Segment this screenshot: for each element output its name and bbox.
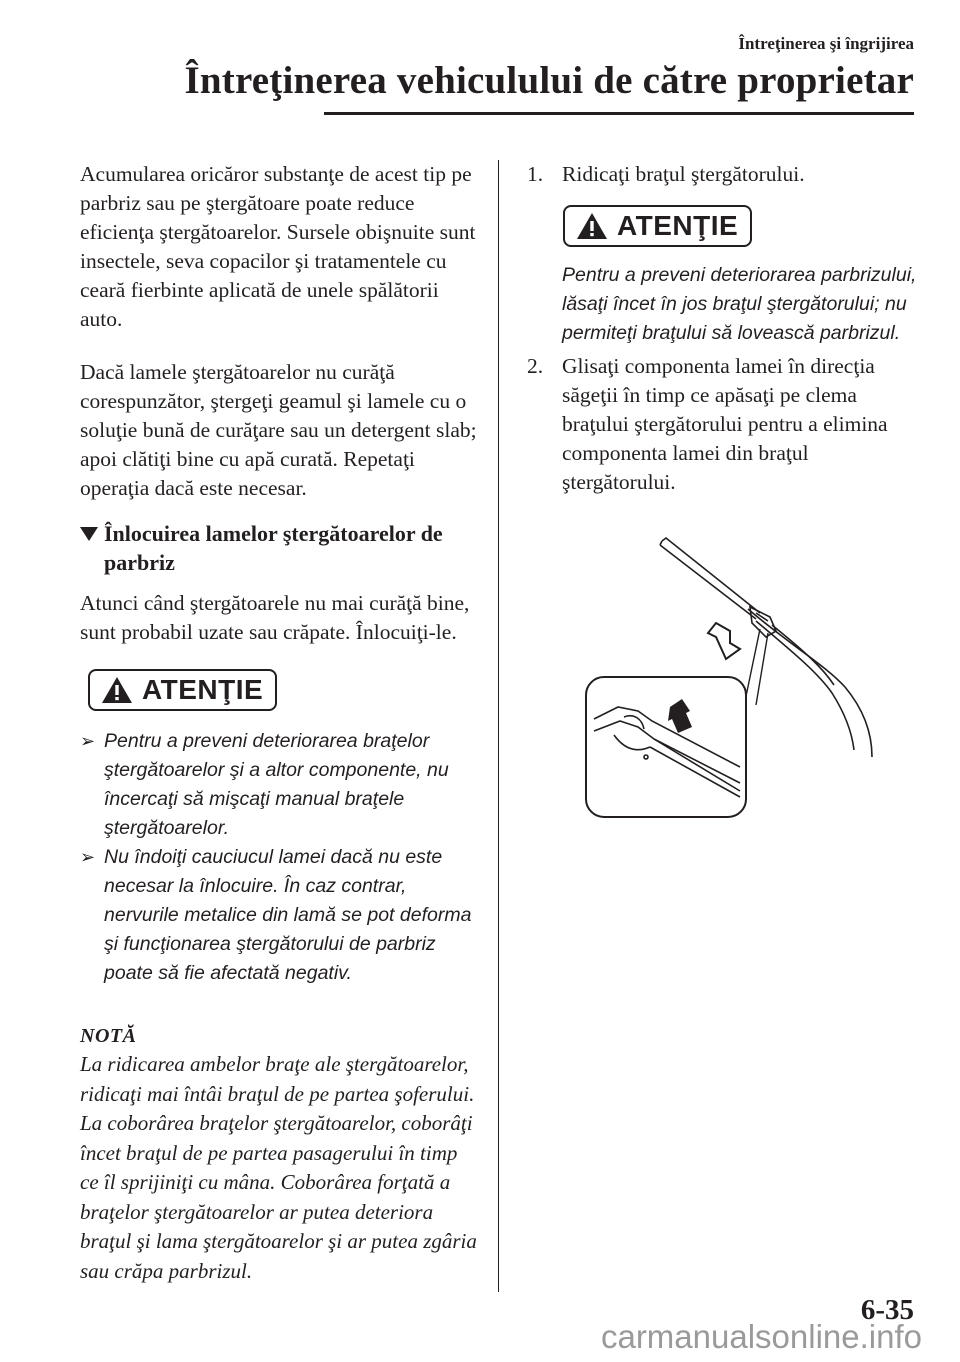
bullet-text: Nu îndoiţi cauciucul lamei dacă nu este necesar la înlocuire. În caz contrar, nervurile metalice din lamă se pot deforma şi funcţionarea ştergătorului de parbriz poate să fie afectată negativ. — [104, 846, 472, 984]
step-1 — [527, 160, 917, 189]
section-title: Înlocuirea lamelor ştergătoarelor de parbriz — [104, 521, 443, 575]
warning-bullet — [80, 843, 480, 988]
warning-label: ATENŢIE — [617, 210, 739, 241]
page-title: Întreţinerea vehiculului de către proprietar — [184, 59, 914, 102]
left-column — [80, 160, 480, 1286]
wiper-blade-illustration — [580, 535, 900, 820]
step-number: 1. — [527, 162, 544, 186]
warning-triangle-icon — [100, 675, 134, 705]
header-rule — [324, 112, 914, 115]
right-column — [527, 160, 917, 497]
warning-triangle-icon — [575, 211, 609, 241]
arrow-bullet-icon: ➢ — [80, 847, 96, 867]
note-text: La ridicarea ambelor braţe ale ştergătoarelor, ridicaţi mai întâi braţul de pe partea şoferului. La coborârea braţelor ştergătoarelor, coborâţi încet braţul de pe partea pasagerului în timp ce îl sprijiniţi cu mâna. Coborârea forţată a braţelor ştergătoarelor ar putea deteriora braţul şi lama ştergătoarelor şi ar putea zgâria sau crăpa parbrizul. — [80, 1052, 477, 1283]
warning-label: ATENŢIE — [142, 674, 264, 705]
warning-box — [563, 205, 752, 247]
step-text: Ridicaţi braţul ştergătorului. — [562, 162, 805, 186]
step-number: 2. — [527, 354, 544, 378]
step-2 — [527, 352, 917, 497]
paragraph-accumulation: Acumularea oricăror substanţe de acest tip pe parbriz sau pe ştergătoare poate reduce eficienţa ştergătoarelor. Sursele obişnuite sunt insectele, seva copacilor şi tratamentele cu ceară fierbinte aplicată de unele spălătorii auto. — [80, 162, 476, 331]
arrow-bullet-icon: ➢ — [80, 731, 96, 751]
page-number: 6-35 — [860, 1294, 914, 1326]
warning-box — [88, 669, 277, 711]
running-header-section: Întreţinerea şi îngrijirea — [738, 34, 914, 53]
warning-bullet — [80, 727, 480, 843]
section-heading — [80, 519, 480, 577]
bullet-text: Pentru a preveni deteriorarea braţelor ştergătoarelor şi a altor componente, nu încercaţi să mişcaţi manual braţele ştergătoarelor. — [104, 730, 449, 839]
watermark: carmanualsonline.info — [600, 1318, 922, 1355]
step-text: Glisaţi componenta lamei în direcţia săgeţii în timp ce apăsaţi pe clema braţului ştergătorului pentru a elimina componenta lamei din braţul ştergătorului. — [562, 354, 888, 494]
triangle-bullet-icon — [80, 527, 98, 541]
paragraph-replace: Atunci când ştergătoarele nu mai curăţă bine, sunt probabil uzate sau crăpate. Înlocuiţi-le. — [80, 591, 470, 644]
note-label: NOTĂ — [80, 1025, 137, 1047]
paragraph-cleaning: Dacă lamele ştergătoarelor nu curăţă corespunzător, ştergeţi geamul şi lamele cu o soluţie bună de curăţare sau un detergent slab; apoi clătiţi bine cu apă curată. Repetaţi operaţia dacă este necesar. — [80, 360, 477, 500]
warning-text: Pentru a preveni deteriorarea parbrizului, lăsaţi încet în jos braţul ştergătorului; nu permiteţi braţului să lovească parbrizul. — [562, 264, 917, 344]
column-divider — [498, 160, 499, 1292]
